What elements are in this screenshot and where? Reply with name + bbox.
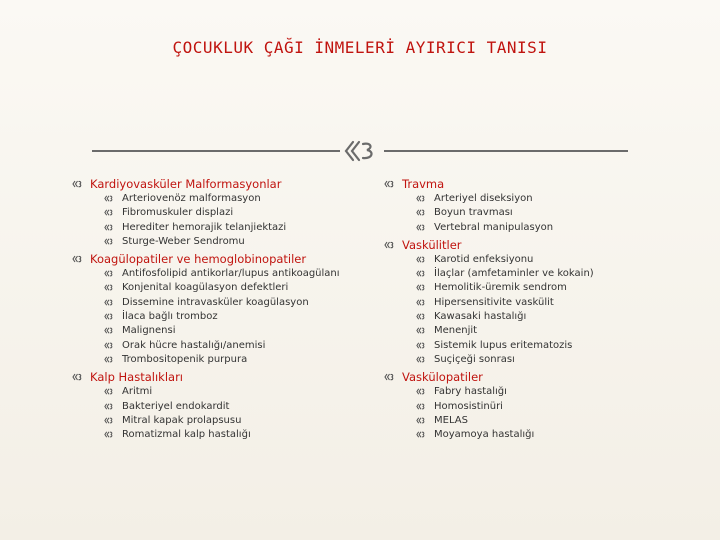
- section-list: [384, 253, 704, 367]
- left-column: [72, 176, 362, 444]
- list-item-text: İlaca bağlı tromboz: [122, 311, 218, 323]
- section-group: [72, 251, 362, 367]
- list-item: [72, 267, 362, 281]
- bullet-icon: [416, 269, 425, 278]
- list-item-text: MELAS: [434, 414, 468, 426]
- list-item-text: Sturge-Weber Sendromu: [122, 235, 245, 247]
- list-item: [72, 206, 362, 220]
- list-item: [384, 339, 704, 353]
- bullet-icon: [104, 355, 113, 364]
- list-item-text: Kawasaki hastalığı: [434, 311, 527, 323]
- bullet-icon: [104, 269, 113, 278]
- list-item: [72, 281, 362, 295]
- bullet-icon: [416, 341, 425, 350]
- ornament-icon: [343, 138, 379, 164]
- list-item: [72, 221, 362, 235]
- list-item-text: Mitral kapak prolapsusu: [122, 414, 242, 426]
- bullet-icon: [104, 430, 113, 439]
- list-item-text: Konjenital koagülasyon defektleri: [122, 282, 289, 294]
- section-list: [384, 385, 704, 442]
- list-item: [384, 324, 704, 338]
- list-item: [72, 324, 362, 338]
- bullet-icon: [384, 240, 394, 250]
- bullet-icon: [416, 194, 425, 203]
- list-item: [384, 221, 704, 235]
- list-item: [384, 428, 704, 442]
- right-column: [384, 176, 704, 444]
- slide-title: ÇOCUKLUK ÇAĞI İNMELERİ AYIRICI TANISI: [172, 38, 548, 57]
- list-item-text: Vertebral manipulasyon: [434, 221, 554, 233]
- list-item: [72, 235, 362, 249]
- list-item: [384, 192, 704, 206]
- section-list: [72, 192, 362, 249]
- list-item-text: Arteriyel diseksiyon: [434, 193, 533, 204]
- list-item-text: Fabry hastalığı: [434, 386, 507, 398]
- list-item-text: Karotid enfeksiyonu: [434, 253, 534, 265]
- list-item: [384, 400, 704, 414]
- bullet-icon: [416, 223, 425, 232]
- list-item-text: Arteriovenöz malformasyon: [122, 193, 261, 204]
- bullet-icon: [416, 312, 425, 321]
- list-item: [384, 414, 704, 428]
- list-item: [72, 310, 362, 324]
- list-item-text: Moyamoya hastalığı: [434, 429, 535, 441]
- divider-left: [92, 150, 340, 152]
- bullet-icon: [384, 179, 394, 189]
- list-item-text: Menenjit: [434, 325, 478, 337]
- bullet-icon: [416, 355, 425, 364]
- bullet-icon: [416, 387, 425, 396]
- bullet-icon: [416, 430, 425, 439]
- list-item: [384, 385, 704, 399]
- list-item-text: Malignensi: [122, 325, 176, 337]
- section-heading: [384, 369, 704, 385]
- list-item-text: Antifosfolipid antikorlar/lupus antikoagülanı: [122, 268, 340, 280]
- list-item-text: Hemolitik-üremik sendrom: [434, 282, 567, 294]
- list-item: [72, 339, 362, 353]
- bullet-icon: [416, 298, 425, 307]
- section-heading-text: Travma: [402, 177, 445, 191]
- list-item: [384, 353, 704, 367]
- bullet-icon: [72, 254, 82, 264]
- list-item-text: Romatizmal kalp hastalığı: [122, 429, 251, 441]
- list-item: [72, 400, 362, 414]
- section-list: [72, 267, 362, 367]
- list-item-text: Boyun travması: [434, 207, 513, 219]
- list-item: [384, 296, 704, 310]
- list-item: [384, 267, 704, 281]
- list-item: [72, 385, 362, 399]
- section-heading-text: Kalp Hastalıkları: [90, 370, 183, 385]
- section-group: [72, 369, 362, 442]
- list-item: [384, 310, 704, 324]
- list-item-text: İlaçlar (amfetaminler ve kokain): [434, 268, 594, 280]
- section-heading-text: Vaskülopatiler: [402, 370, 483, 385]
- list-item: [384, 281, 704, 295]
- list-item: [72, 296, 362, 310]
- list-item: [72, 353, 362, 367]
- section-heading-text: Kardiyovasküler Malformasyonlar: [90, 177, 282, 191]
- bullet-icon: [104, 416, 113, 425]
- bullet-icon: [384, 372, 394, 382]
- bullet-icon: [104, 402, 113, 411]
- bullet-icon: [416, 255, 425, 264]
- section-heading-text: Koagülopatiler ve hemoglobinopatiler: [90, 252, 307, 267]
- bullet-icon: [104, 298, 113, 307]
- bullet-icon: [72, 179, 82, 189]
- bullet-icon: [104, 326, 113, 335]
- bullet-icon: [416, 326, 425, 335]
- bullet-icon: [104, 237, 113, 246]
- divider-right: [384, 150, 628, 152]
- bullet-icon: [104, 194, 113, 203]
- section-list: [384, 192, 704, 235]
- section-group: [384, 176, 704, 235]
- section-heading: [72, 369, 362, 385]
- list-item-text: Fibromuskuler displazi: [122, 207, 234, 219]
- bullet-icon: [72, 372, 82, 382]
- bullet-icon: [416, 416, 425, 425]
- section-heading: [384, 237, 704, 253]
- list-item-text: Aritmi: [122, 386, 153, 398]
- list-item-text: Dissemine intravasküler koagülasyon: [122, 296, 309, 308]
- section-heading: [72, 176, 362, 192]
- section-heading-text: Vaskülitler: [402, 237, 462, 252]
- list-item: [72, 414, 362, 428]
- bullet-icon: [104, 223, 113, 232]
- list-item-text: Orak hücre hastalığı/anemisi: [122, 339, 266, 351]
- list-item: [384, 206, 704, 220]
- list-item-text: Sistemik lupus eritematozis: [434, 339, 573, 351]
- list-item-text: Bakteriyel endokardit: [122, 400, 230, 412]
- bullet-icon: [104, 208, 113, 217]
- section-heading: [384, 176, 704, 192]
- section-group: [384, 237, 704, 367]
- section-list: [72, 385, 362, 442]
- list-item: [72, 428, 362, 442]
- list-item-text: Hipersensitivite vaskülit: [434, 296, 554, 308]
- bullet-icon: [416, 283, 425, 292]
- list-item-text: Homosistinüri: [434, 400, 503, 412]
- bullet-icon: [104, 387, 113, 396]
- list-item-text: Trombositopenik purpura: [122, 353, 248, 365]
- section-group: [384, 369, 704, 442]
- bullet-icon: [104, 283, 113, 292]
- bullet-icon: [104, 312, 113, 321]
- list-item-text: Herediter hemorajik telanjiektazi: [122, 221, 287, 233]
- bullet-icon: [104, 341, 113, 350]
- list-item-text: Suçiçeği sonrası: [434, 353, 515, 365]
- list-item: [72, 192, 362, 206]
- section-heading: [72, 251, 362, 267]
- bullet-icon: [416, 402, 425, 411]
- section-group: [72, 176, 362, 249]
- list-item: [384, 253, 704, 267]
- bullet-icon: [416, 208, 425, 217]
